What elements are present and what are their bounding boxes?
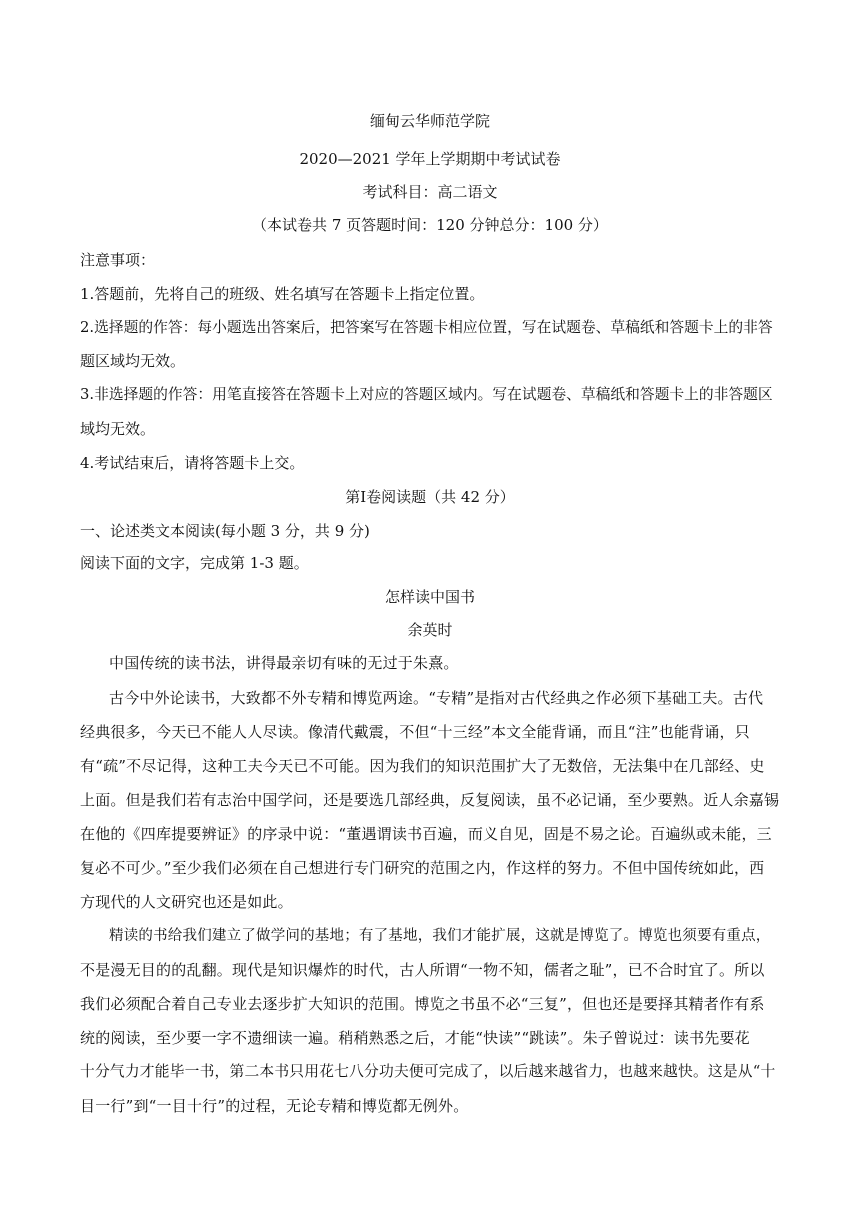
article-line: 复必不可少。”至少我们必须在自己想进行专门研究的范围之内，作这样的努力。不但中国传统如此，西 xyxy=(80,859,765,877)
article-line: 有“疏”不尽记得，这种工夫今天已不可能。因为我们的知识范围扩大了无数倍，无法集中在几部经、史 xyxy=(80,757,765,775)
article-line: 经典很多，今天已不能人人尽读。像清代戴震，不但“十三经”本文全能背诵，而且“注”也能背诵，只 xyxy=(80,723,750,741)
article-line: 目一行”到“一目十行”的过程，无论专精和博览都无例外。 xyxy=(80,1097,469,1115)
exam-subject: 考试科目：高二语文 xyxy=(362,183,498,201)
article-line: 在他的《四库提要辨证》的序录中说：“董遇谓读书百遍，而义自见，固是不易之论。百遍纵或未能，三 xyxy=(80,825,772,843)
notice-line: 3.非选择题的作答：用笔直接答在答题卡上对应的答题区域内。写在试题卷、草稿纸和答题卡上的非答题区 xyxy=(80,386,773,403)
notice-line: 4.考试结束后，请将答题卡上交。 xyxy=(80,454,305,472)
article-line: 不是漫无目的的乱翻。现代是知识爆炸的时代，古人所谓“一物不知，儒者之耻”，已不合时宜了。所以 xyxy=(80,961,765,979)
notice-line: 1.答题前，先将自己的班级、姓名填写在答题卡上指定位置。 xyxy=(80,285,485,303)
article-line: 方现代的人文研究也还是如此。 xyxy=(80,893,293,911)
part-title: 一、论述类文本阅读(每小题 3 分，共 9 分) xyxy=(80,522,370,540)
exam-info: （本试卷共 7 页答题时间：120 分钟总分：100 分） xyxy=(252,216,608,234)
notice-title: 注意事项： xyxy=(80,251,156,269)
article-line: 我们必须配合着自己专业去逐步扩大知识的范围。博览之书虽不必“三复”，但也还是要择其精者作有系 xyxy=(80,995,765,1013)
article-title: 怎样读中国书 xyxy=(384,588,475,606)
article-author: 余英时 xyxy=(407,621,453,639)
notice-line: 域均无效。 xyxy=(80,420,156,438)
article-line: 精读的书给我们建立了做学问的基地；有了基地，我们才能扩展，这就是博览了。博览也须要有重点， xyxy=(109,928,771,944)
article-line: 统的阅读，至少要一字不遗细读一遍。稍稍熟悉之后，才能“快读”“跳读”。朱子曾说过：读书先要花 xyxy=(80,1029,750,1047)
notice-line: 题区域均无效。 xyxy=(80,352,186,370)
article-line: 中国传统的读书法，讲得最亲切有味的无过于朱熹。 xyxy=(109,654,459,672)
article-line: 十分气力才能毕一书，第二本书只用花七八分功夫便可完成了，以后越来越省力，也越来越快。这是从“十 xyxy=(80,1063,776,1080)
school-name: 缅甸云华师范学院 xyxy=(369,112,490,130)
article-line: 上面。但是我们若有志治中国学问，还是要选几部经典，反复阅读，虽不必记诵，至少要熟。近人余嘉锡 xyxy=(80,791,780,809)
section-title: 第Ⅰ卷阅读题（共 42 分） xyxy=(345,488,515,506)
notice-line: 2.选择题的作答：每小题选出答案后，把答案写在答题卡相应位置，写在试题卷、草稿纸和答题卡上的非答 xyxy=(80,319,773,336)
reading-instruction: 阅读下面的文字，完成第 1-3 题。 xyxy=(80,554,309,572)
exam-term-title: 2020—2021 学年上学期期中考试试卷 xyxy=(299,150,561,168)
article-line: 古今中外论读书，大致都不外专精和博览两途。“专精”是指对古代经典之作必须下基础工夫。古代 xyxy=(109,689,764,707)
